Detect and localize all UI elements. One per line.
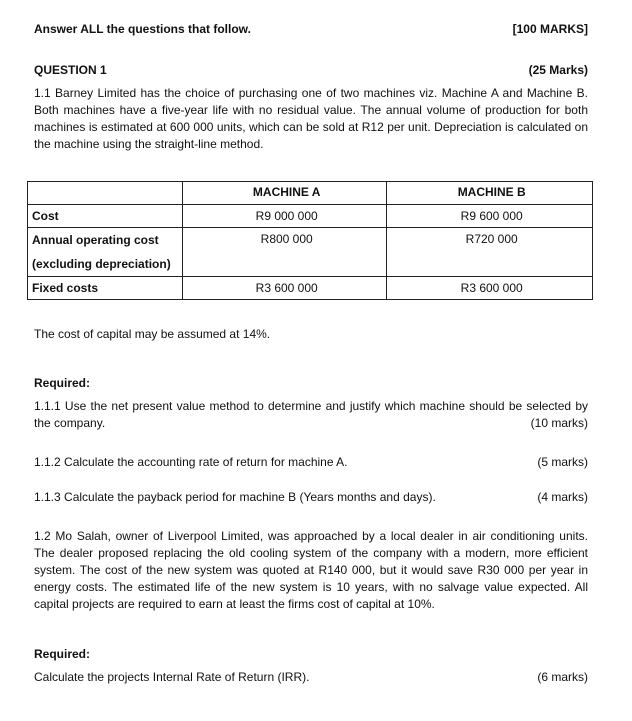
- question-1-1-2-text: 1.1.2 Calculate the accounting rate of return for machine A.: [34, 455, 348, 469]
- machine-b-value: R720 000: [387, 228, 593, 277]
- total-marks: [100 MARKS]: [512, 22, 588, 36]
- cost-of-capital-text: The cost of capital may be assumed at 14%.: [34, 327, 271, 341]
- question-1-2-task-text: Calculate the projects Internal Rate of Return (IRR).: [34, 670, 310, 684]
- question-1-2-marks: (6 marks): [537, 670, 588, 684]
- table-row: [28, 277, 593, 300]
- machine-a-value: R3 600 000: [183, 277, 387, 300]
- row-label: Annual operating cost (excluding depreciation): [28, 228, 183, 277]
- instruction-text: Answer ALL the questions that follow.: [34, 22, 251, 36]
- exam-header: [34, 22, 588, 36]
- required-label-2: Required:: [34, 647, 91, 661]
- table-row: [28, 228, 593, 277]
- machine-b-value: R9 600 000: [387, 205, 593, 228]
- machine-a-value: R9 000 000: [183, 205, 387, 228]
- question-1-header: [34, 63, 588, 77]
- table-header-machine-a: MACHINE A: [183, 182, 387, 205]
- machine-cost-table: [27, 181, 593, 300]
- machine-b-value: R3 600 000: [387, 277, 593, 300]
- question-1-1-1-marks: (10 marks): [530, 416, 588, 430]
- question-1-2-task: [34, 670, 588, 684]
- question-marks: (25 Marks): [528, 63, 588, 77]
- table-header-machine-b: MACHINE B: [387, 182, 593, 205]
- question-title: QUESTION 1: [34, 63, 107, 77]
- question-1-1-3-text: 1.1.3 Calculate the payback period for machine B (Years months and days).: [34, 490, 436, 504]
- table-header-row: [28, 182, 593, 205]
- row-label: Cost: [28, 205, 183, 228]
- table-row: [28, 205, 593, 228]
- question-1-1-2: [34, 455, 588, 469]
- row-label: Fixed costs: [28, 277, 183, 300]
- question-1-1-1-text: 1.1.1 Use the net present value method to determine and justify which machine should be selected by the company.: [34, 399, 588, 430]
- question-1-1-2-marks: (5 marks): [537, 455, 588, 469]
- question-1-1-3-marks: (4 marks): [537, 490, 588, 504]
- question-1-1-3: [34, 490, 588, 504]
- question-1-2-text: 1.2 Mo Salah, owner of Liverpool Limited, was approached by a local dealer in air conditioning units. The dealer proposed replacing the old cooling system of the company with a modern, more efficient system. The cost of the new system was quoted at R140 000, but it would save R30 000 per year in energy costs. The estimated life of the new system is 10 years, with no salvage value expected. All capital projects are required to earn at least the firms cost of capital at 10%.: [34, 529, 588, 611]
- question-1-1-text: 1.1 Barney Limited has the choice of purchasing one of two machines viz. Machine A and Machine B. Both machines have a five-year life with no residual value. The annual volume of production for both machines is estimated at 600 000 units, which can be sold at R12 per unit. Depreciation is calculated on the machine using the straight-line method.: [34, 86, 588, 151]
- question-1-1-1: [34, 398, 588, 432]
- machine-a-value: R800 000: [183, 228, 387, 277]
- table-header-empty: [28, 182, 183, 205]
- required-label: Required:: [34, 376, 91, 390]
